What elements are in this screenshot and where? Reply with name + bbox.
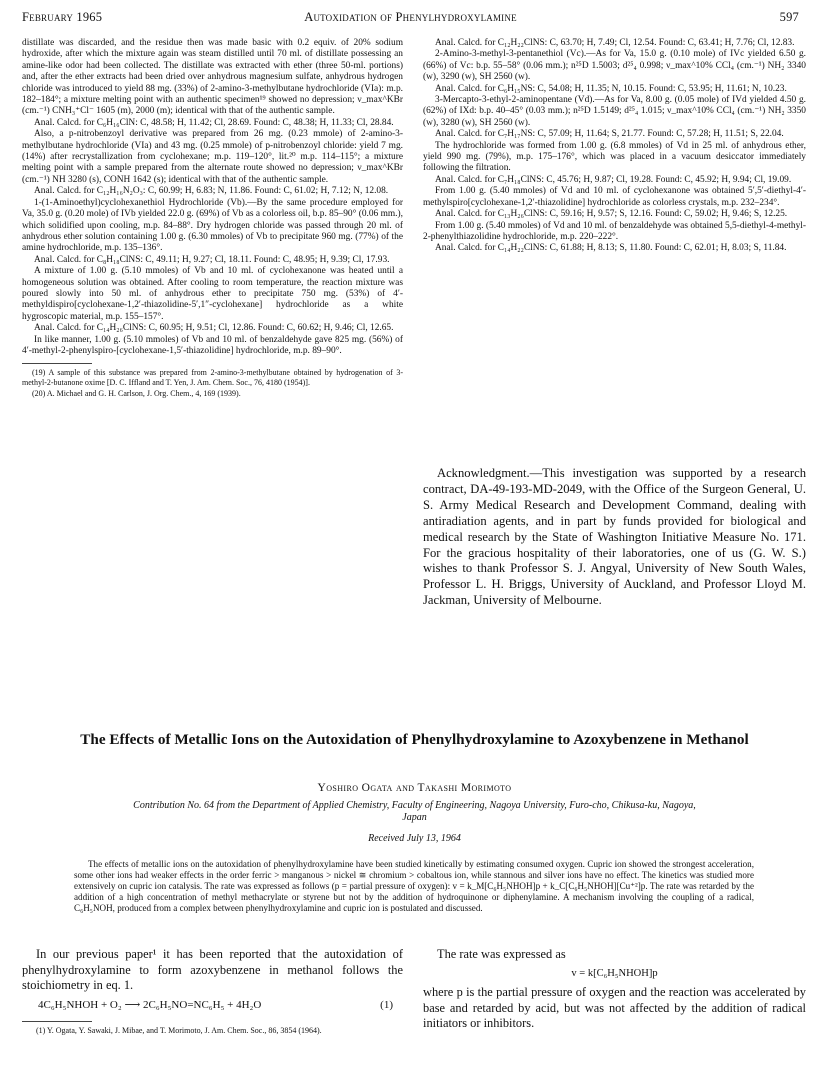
body-right-column: [423, 947, 806, 1032]
paragraph: 2-Amino-3-methyl-3-pentanethiol (Vc).—As for Va, 15.0 g. (0.10 mole) of IVc yielded 6.50 g. (66%) of Vc: b.p. 55–58° (0.06 mm.); n²⁵D 1.5003; d²⁵₄ 0.998; ν_max^10% CCl₄ (cm.⁻¹) NH₂ 3340 (w), 3290 (w), SH 2560 (w).: [423, 49, 806, 83]
article-affiliation: Contribution No. 64 from the Department of Applied Chemistry, Faculty of Engineering, Nagoya University, Furo-cho, Chikusa-ku, Nagoya, Japan: [133, 800, 696, 823]
footnote-rule: [22, 363, 92, 364]
footnote: (20) A. Michael and G. H. Carlson, J. Org. Chem., 4, 169 (1939).: [32, 389, 241, 399]
paragraph: Anal. Calcd. for C₁₃H₂₆ClNS: C, 59.16; H, 9.57; S, 12.16. Found: C, 59.02; H, 9.46; S, 12.25.: [435, 209, 788, 220]
running-header: [22, 10, 799, 30]
footnote: (19) A sample of this substance was prepared from 2-amino-3-methylbutane obtained by hydrogenation of 3-methyl-2-butanone oxime [D. C. Iffland and T. Yen, J. Am. Chem. Soc., 76, 4180 (1954)].: [22, 368, 403, 388]
paragraph: From 1.00 g. (5.40 mmoles) of Vd and 10 ml. of benzaldehyde was obtained 5,5-diethyl-4-methyl-2-phenylthiazolidine hydrochloride, m.p. 220–222°.: [423, 220, 806, 242]
paragraph: Anal. Calcd. for C₁₄H₂₂ClNS: C, 61.88; H, 8.13; S, 11.80. Found: C, 62.01; H, 8.03; S, 11.84.: [435, 243, 787, 254]
paragraph: Anal. Calcd. for C₆H₁₅NS: C, 54.08; H, 11.35; N, 10.15. Found: C, 53.95; H, 11.61; N, 10.23.: [435, 83, 787, 94]
paragraph: distillate was discarded, and the residue then was made basic with 0.2 equiv. of 20% sodium hydroxide, after which the mixture again was steam distilled until 70 ml. of distillate possessing an amine-like odor had been collected. The distillate was extracted with ether (three 50-ml. portions) and, after the ether extracts had been dried over anhydrous magnesium sulfate, anhydrous hydrogen chloride was introduced to yield 88 mg. (33%) of 2-amino-3-methylbutane hydrochloride (VIa): m.p. 182–184°; a mixture melting point with an authentic specimen¹⁹ showed no depression; ν_max^KBr (cm.⁻¹) CNH₃⁺Cl⁻ 1605 (m), 2000 (m); identical with that of the authentic sample.: [22, 38, 403, 117]
paragraph: 1-(1-Aminoethyl)cyclohexanethiol Hydrochloride (Vb).—By the same procedure employed for Va, 35.0 g. (0.20 mole) of IVb yielded 22.0 g. (69%) of Vb as a colorless oil, b.p. 85–90° (0.06 mm.), which solidified upon cooling, m.p. 84–88°. Dry hydrogen chloride was passed through 20 ml. of anhydrous ether solution containing 1.00 g. (6.30 mmoles) of Vb to precipitate 960 mg. (77%) of the amine hydrochloride, m.p. 135–136°.: [22, 197, 403, 254]
paragraph: Anal. Calcd. for C₆H₁₆ClN: C, 48.58; H, 11.42; Cl, 28.69. Found: C, 48.38; H, 11.33; Cl, 28.84.: [34, 117, 394, 128]
rate-text: where p is the partial pressure of oxygen and the reaction was accelerated by base and retarded by acid, but was not affected by the addition of radical initiators or inhibitors.: [423, 985, 806, 1030]
rate-equation: v = k[C₆H₅NHOH]p: [571, 967, 658, 979]
paragraph: 3-Mercapto-3-ethyl-2-aminopentane (Vd).—As for Va, 8.00 g. (0.05 mole) of IVd yielded 4.50 g. (62%) of IXd: b.p. 40–45° (0.03 mm.); n²⁵D 1.5149; d²⁵₄ 1.015; ν_max^10% CCl₄ (cm.⁻¹) NH₂ 3350 (w), 3280 (w), SH 2560 (w).: [423, 95, 806, 128]
header-date: February 1965: [22, 10, 103, 24]
abstract-text: The effects of metallic ions on the autoxidation of phenylhydroxylamine have been studied kinetically by estimating consumed oxygen. Cupric ion showed the strongest acceleration, some other ions had weaker effects in the order ferric > manganous > nickel ≅ chromium > cobaltous ion, while stannous and silver ions have no effect. The kinetics was studied more extensively on cupric ion catalysis. The rate was expressed as follows (p = partial pressure of oxygen): v = k_M[C₆H₅NHOH]p + k_C[C₆H₅NHOH][Cu⁺²]p. The rate was retarded by the addition of a high concentration of methyl methacrylate or styrene but not by the addition of hydroquinone or diphenylamine. A mechanism involving the coupling of a radical, C₆H₅NOH, produced from a complex between phenylhydroxylamine and cupric ion is postulated and discussed.: [74, 859, 754, 913]
header-title: Autoxidation of Phenylhydroxylamine: [304, 10, 517, 24]
abstract: [74, 859, 754, 914]
right-column: [423, 38, 806, 255]
intro-paragraph: In our previous paper¹ it has been reported that the autoxidation of phenylhydroxylamine to form azoxybenzene in methanol follows the stoichiometry in eq. 1.: [22, 947, 403, 992]
paragraph: Anal. Calcd. for C₁₄H₂₆ClNS: C, 60.95; H, 9.51; Cl, 12.86. Found: C, 60.62; H, 9.46; Cl, 12.65.: [34, 323, 394, 334]
paragraph: From 1.00 g. (5.40 mmoles) of Vd and 10 ml. of cyclohexanone was obtained 5′,5′-diethyl-4′-methylspiro[cyclohexane-1,2′-thiazolidine] hydrochloride as colorless crystals, m.p. 232–234°.: [423, 186, 806, 208]
paragraph: In like manner, 1.00 g. (5.10 mmoles) of Vb and 10 ml. of benzaldehyde gave 825 mg. (56%) of 4′-methyl-2-phenylspiro-[cyclohexane-1,5′-thiazolidine] hydrochloride, m.p. 89–90°.: [22, 334, 403, 356]
paragraph: Anal. Calcd. for C₁₂H₁₆N₂O₃: C, 60.99; H, 6.83; N, 11.86. Found: C, 61.02; H, 7.12; N, 12.08.: [34, 186, 389, 197]
acknowledgment: [423, 466, 806, 609]
paragraph: Anal. Calcd. for C₁₂H₂₂ClNS: C, 63.70; H, 7.49; Cl, 12.54. Found: C, 63.41; H, 7.76; Cl, 12.83.: [435, 38, 795, 48]
received-date: Received July 13, 1964: [368, 833, 461, 844]
footnote-1: [22, 1026, 403, 1036]
article-authors: Yoshiro Ogata and Takashi Morimoto: [317, 782, 512, 794]
footnote-text: (1) Y. Ogata, Y. Sawaki, J. Mibae, and T. Morimoto, J. Am. Chem. Soc., 86, 3854 (1964).: [36, 1026, 322, 1035]
footnote-rule: [22, 1021, 92, 1022]
paragraph: Anal. Calcd. for C₇H₁₇NS: C, 57.09; H, 11.64; S, 21.77. Found: C, 57.28; H, 11.51; S, 22.04.: [435, 129, 784, 140]
paragraph: Also, a p-nitrobenzoyl derivative was prepared from 26 mg. (0.23 mmole) of 2-amino-3-methylbutane hydrochloride (VIa) and 43 mg. (0.25 mmole) of p-nitrobenzoyl chloride: yield 7 mg. (14%) after recrystallization from cyclohexane; m.p. 119–120°, lit.²⁰ m.p. 114–115°; a mixture melting point with a sample prepared from the alternate route showed no depression; ν_max^KBr (cm.⁻¹) NH 3280 (s), CONH 1642 (s); identical with that of the authentic sample.: [22, 129, 403, 185]
left-column: [22, 38, 403, 400]
paragraph: A mixture of 1.00 g. (5.10 mmoles) of Vb and 10 ml. of cyclohexanone was heated until a homogeneous solution was obtained. After cooling to room temperature, the reaction mixture was poured slowly into 50 ml. of anhydrous ether to precipitate 750 mg. (53%) of 4′-methyldispiro[cyclohexane-1,2′-thiazolidine-5′,1″-cyclohexane] hydrochloride as a white hygroscopic material, m.p. 155–157°.: [22, 266, 403, 322]
equation-1: [22, 998, 403, 1014]
equation-number: (1): [380, 998, 393, 1011]
body-left-column: [22, 947, 403, 1036]
paragraph: The hydrochloride was formed from 1.00 g. (6.8 mmoles) of Vd in 25 ml. of anhydrous ether, yield 990 mg. (79%), m.p. 175–176°, which was placed in a vacuum desiccator immediately following the filtration.: [423, 140, 806, 174]
article-title: The Effects of Metallic Ions on the Autoxidation of Phenylhydroxylamine to Azoxybenzene in Methanol: [80, 731, 749, 748]
paragraph: Anal. Calcd. for C₈H₁₈ClNS: C, 49.11; H, 9.27; Cl, 18.11. Found: C, 48.95; H, 9.39; Cl, 17.93.: [34, 254, 390, 265]
paragraph: Anal. Calcd. for C₇H₁₈ClNS: C, 45.76; H, 9.87; Cl, 19.28. Found: C, 45.92; H, 9.94; Cl, 19.09.: [435, 174, 792, 185]
footnotes: [22, 368, 403, 399]
equation-text: 4C₆H₅NHOH + O₂ ⟶ 2C₆H₅NO=NC₆H₅ + 4H₂O: [38, 998, 262, 1011]
page-number: 597: [779, 10, 799, 24]
rate-intro: The rate was expressed as: [437, 947, 566, 961]
acknowledgment-text: Acknowledgment.—This investigation was supported by a research contract, DA-49-193-MD-2049, with the Office of the Surgeon General, U. S. Army Medical Research and Development Command, dealing with antiradiation agents, and in part by funds provided for biological and medical research by the State of Washington Initiative Measure No. 171. For the gracious hospitality of their laboratories, one of us (G. W. S.) wishes to thank Professor S. J. Angyal, University of New South Wales, Professor L. H. Briggs, University of Auckland, and Professor Lloyd M. Jackman, University of Melbourne.: [423, 466, 806, 608]
